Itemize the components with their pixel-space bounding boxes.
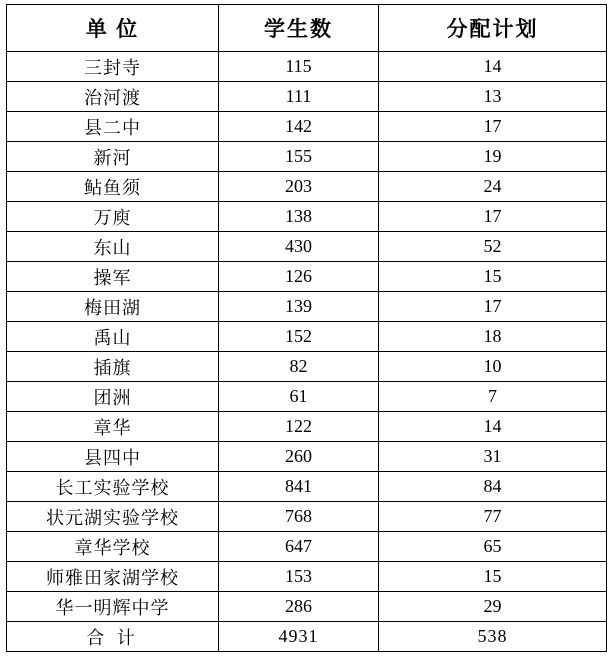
table-row bbox=[7, 202, 607, 232]
table-row bbox=[7, 592, 607, 622]
table-row bbox=[7, 52, 607, 82]
cell-students: 138 bbox=[219, 202, 379, 232]
table-row bbox=[7, 502, 607, 532]
cell-unit: 县二中 bbox=[7, 112, 219, 142]
cell-unit: 章华 bbox=[7, 412, 219, 442]
cell-students: 82 bbox=[219, 352, 379, 382]
cell-students: 260 bbox=[219, 442, 379, 472]
cell-unit: 章华学校 bbox=[7, 532, 219, 562]
cell-unit: 新河 bbox=[7, 142, 219, 172]
cell-unit: 华一明辉中学 bbox=[7, 592, 219, 622]
cell-students: 647 bbox=[219, 532, 379, 562]
table-row bbox=[7, 382, 607, 412]
cell-plan: 84 bbox=[379, 472, 607, 502]
table-row bbox=[7, 322, 607, 352]
cell-students: 203 bbox=[219, 172, 379, 202]
table-row bbox=[7, 232, 607, 262]
table-row bbox=[7, 172, 607, 202]
table-row bbox=[7, 82, 607, 112]
table-header-row bbox=[7, 5, 607, 52]
cell-students: 126 bbox=[219, 262, 379, 292]
table-row bbox=[7, 532, 607, 562]
cell-students: 841 bbox=[219, 472, 379, 502]
cell-unit: 三封寺 bbox=[7, 52, 219, 82]
cell-students: 286 bbox=[219, 592, 379, 622]
cell-plan: 19 bbox=[379, 142, 607, 172]
cell-students: 61 bbox=[219, 382, 379, 412]
cell-total-students: 4931 bbox=[219, 622, 379, 652]
cell-plan: 52 bbox=[379, 232, 607, 262]
table-row bbox=[7, 442, 607, 472]
cell-students: 430 bbox=[219, 232, 379, 262]
cell-students: 115 bbox=[219, 52, 379, 82]
table-row bbox=[7, 562, 607, 592]
cell-plan: 17 bbox=[379, 202, 607, 232]
cell-students: 122 bbox=[219, 412, 379, 442]
cell-plan: 31 bbox=[379, 442, 607, 472]
table-body bbox=[7, 52, 607, 652]
cell-unit: 状元湖实验学校 bbox=[7, 502, 219, 532]
table-row bbox=[7, 472, 607, 502]
cell-total-label: 合 计 bbox=[7, 622, 219, 652]
cell-plan: 18 bbox=[379, 322, 607, 352]
cell-plan: 24 bbox=[379, 172, 607, 202]
cell-students: 768 bbox=[219, 502, 379, 532]
cell-students: 142 bbox=[219, 112, 379, 142]
cell-unit: 东山 bbox=[7, 232, 219, 262]
cell-plan: 29 bbox=[379, 592, 607, 622]
cell-plan: 17 bbox=[379, 112, 607, 142]
allocation-table bbox=[6, 4, 607, 652]
cell-total-plan: 538 bbox=[379, 622, 607, 652]
table-row bbox=[7, 142, 607, 172]
cell-unit: 师雅田家湖学校 bbox=[7, 562, 219, 592]
cell-plan: 10 bbox=[379, 352, 607, 382]
table-row bbox=[7, 262, 607, 292]
table-row bbox=[7, 292, 607, 322]
column-header-unit: 单 位 bbox=[7, 5, 219, 52]
cell-unit: 长工实验学校 bbox=[7, 472, 219, 502]
cell-unit: 操军 bbox=[7, 262, 219, 292]
cell-students: 153 bbox=[219, 562, 379, 592]
cell-plan: 77 bbox=[379, 502, 607, 532]
cell-students: 111 bbox=[219, 82, 379, 112]
cell-unit: 万庾 bbox=[7, 202, 219, 232]
cell-plan: 7 bbox=[379, 382, 607, 412]
cell-unit: 禹山 bbox=[7, 322, 219, 352]
cell-unit: 治河渡 bbox=[7, 82, 219, 112]
cell-unit: 团洲 bbox=[7, 382, 219, 412]
table-row bbox=[7, 352, 607, 382]
cell-plan: 13 bbox=[379, 82, 607, 112]
column-header-students: 学生数 bbox=[219, 5, 379, 52]
table-header bbox=[7, 5, 607, 52]
cell-students: 155 bbox=[219, 142, 379, 172]
cell-unit: 梅田湖 bbox=[7, 292, 219, 322]
cell-plan: 65 bbox=[379, 532, 607, 562]
cell-students: 139 bbox=[219, 292, 379, 322]
cell-unit: 鲇鱼须 bbox=[7, 172, 219, 202]
table-row bbox=[7, 112, 607, 142]
table-row bbox=[7, 412, 607, 442]
cell-plan: 15 bbox=[379, 562, 607, 592]
cell-plan: 17 bbox=[379, 292, 607, 322]
cell-plan: 15 bbox=[379, 262, 607, 292]
table-total-row bbox=[7, 622, 607, 652]
column-header-plan: 分配计划 bbox=[379, 5, 607, 52]
cell-unit: 插旗 bbox=[7, 352, 219, 382]
cell-plan: 14 bbox=[379, 412, 607, 442]
cell-students: 152 bbox=[219, 322, 379, 352]
cell-plan: 14 bbox=[379, 52, 607, 82]
cell-unit: 县四中 bbox=[7, 442, 219, 472]
